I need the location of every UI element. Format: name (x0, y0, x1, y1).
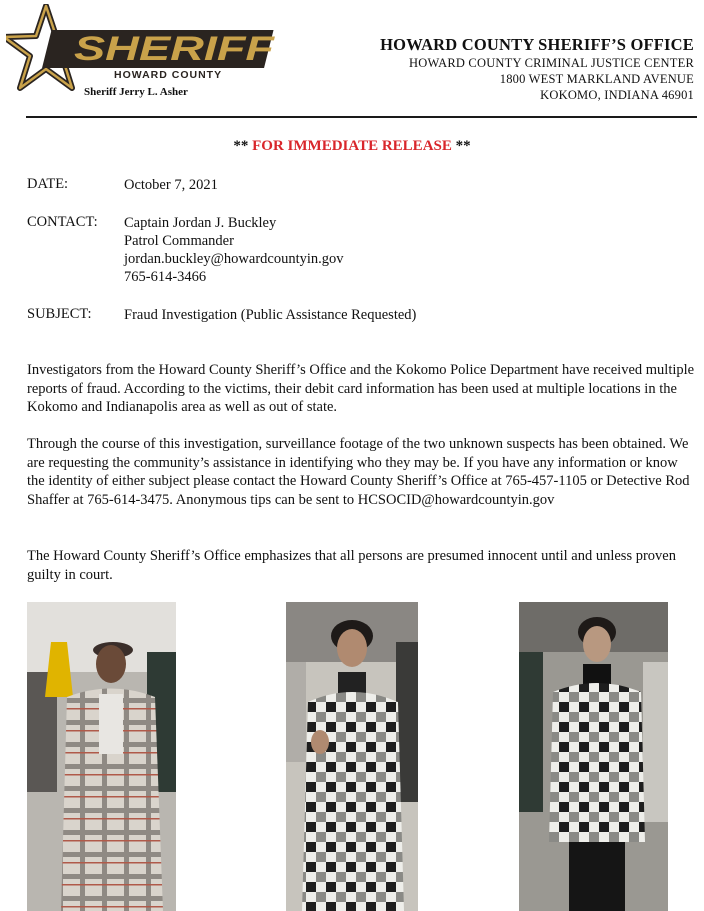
release-banner (0, 138, 704, 155)
contact-title: Patrol Commander (124, 233, 234, 249)
suspect-photo-1 (27, 602, 176, 911)
release-suffix: ** (451, 138, 471, 154)
date-label: DATE: (27, 176, 69, 192)
address-line-3: KOKOMO, INDIANA 46901 (540, 88, 694, 102)
contact-label: CONTACT: (27, 214, 98, 230)
body-paragraph-1: Investigators from the Howard County Sheriff’s Office and the Kokomo Police Department have received multiple reports of fraud. According to the victims, their debit card information has been used at multiple locations in the Kokomo and Indianapolis area as well as out of state. (27, 362, 695, 415)
header-divider (26, 116, 697, 118)
contact-email[interactable]: jordan.buckley@howardcountyin.gov (124, 251, 344, 267)
subject-label: SUBJECT: (27, 306, 92, 322)
contact-phone: 765-614-3466 (124, 269, 207, 285)
suspect-photo-3 (519, 602, 668, 911)
logo-wordmark: SHERIFF (74, 30, 276, 68)
contact-name: Captain Jordan J. Buckley (124, 215, 277, 231)
logo-subtext: HOWARD COUNTY (114, 69, 223, 81)
office-title: HOWARD COUNTY SHERIFF’S OFFICE (380, 35, 694, 54)
body-paragraph-2: Through the course of this investigation, surveillance footage of the two unknown suspects has been obtained. We are requesting the community’s assistance in identifying who they may be. If you have any information or know the identity of either subject please contact the Howard County Sheriff’s Office at 765-457-1105 or Detective Rod Shaffer at 765-614-3475. Anonymous tips can be sent to HCSOCID@howardcountyin.gov (27, 436, 690, 508)
release-text: FOR IMMEDIATE RELEASE (252, 138, 452, 154)
subject-value: Fraud Investigation (Public Assistance Requested) (124, 307, 417, 323)
suspect-photo-2 (286, 602, 418, 911)
address-line-1: HOWARD COUNTY CRIMINAL JUSTICE CENTER (409, 56, 694, 70)
contact-block (124, 214, 344, 286)
sheriff-name: Sheriff Jerry L. Asher (84, 86, 188, 98)
address-line-2: 1800 WEST MARKLAND AVENUE (499, 72, 694, 86)
release-prefix: ** (233, 138, 253, 154)
date-value: October 7, 2021 (124, 177, 218, 193)
body-paragraph-3: The Howard County Sheriff’s Office emphasizes that all persons are presumed innocent until and unless proven guilty in court. (27, 548, 676, 583)
